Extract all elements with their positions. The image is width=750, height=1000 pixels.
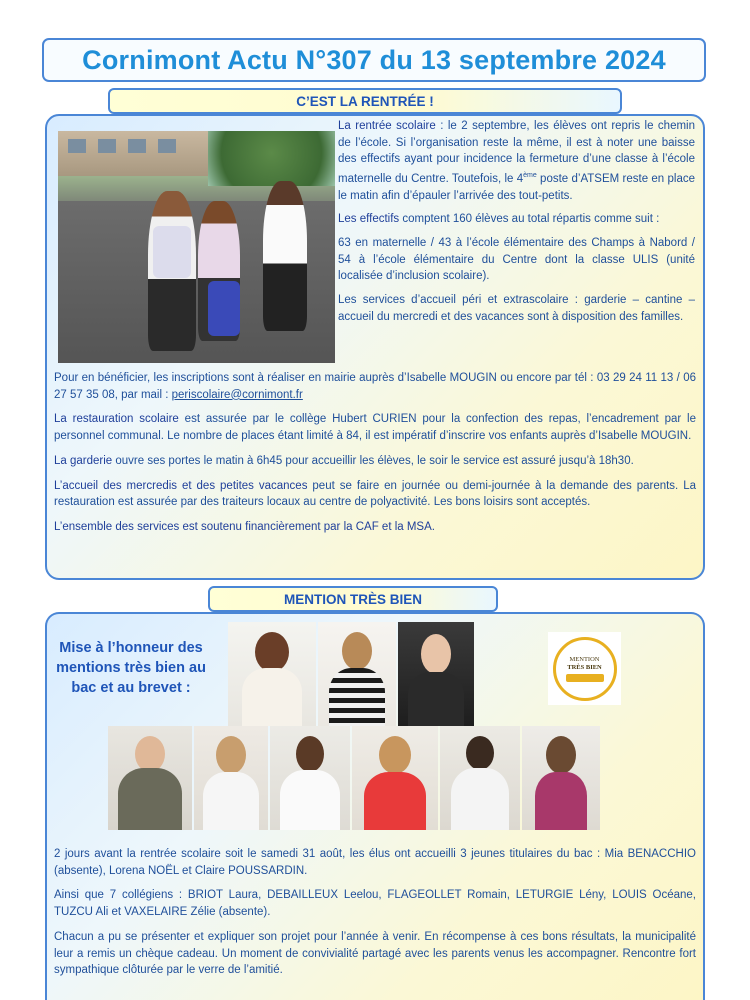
student-photo — [440, 726, 520, 830]
mention-tres-bien-medal — [548, 632, 621, 705]
photo-backpack — [153, 226, 191, 278]
photo-building — [58, 131, 208, 176]
honor-heading: Mise à l’honneur des mentions très bien au bac et au brevet : — [56, 640, 206, 696]
newsletter-title-box — [42, 38, 706, 82]
laurel-wreath-icon: MENTION TRÈS BIEN — [553, 637, 617, 701]
student-photo — [352, 726, 438, 830]
section-label-rentree: C’EST LA RENTRÉE ! — [108, 88, 622, 114]
paragraph-bac: 2 jours avant la rentrée scolaire soit le samedi 31 août, les élus ont accueilli 3 jeunes titulaires du bac : Mia BENACCHIO (absente), Lorena NOËL et Claire POUSSARDIN. — [54, 848, 696, 877]
paragraph-accueil: L’accueil des mercredis et des petites vacances peut se faire en journée ou demi-journée à la demande des parents. La restauration est assurée par des traiteurs locaux au centre de polyactivité. Les bons loisirs sont acceptés. — [54, 479, 696, 509]
paragraph-effectifs: Les effectifs comptent 160 élèves au total répartis comme suit : — [338, 213, 660, 226]
email-link[interactable]: periscolaire@cornimont.fr — [171, 388, 303, 401]
lead-effectifs: Les effectifs — [338, 213, 400, 226]
student-photo — [318, 622, 396, 726]
rentree-text-full — [54, 370, 696, 544]
student-photo — [522, 726, 600, 830]
lead-restauration: La restauration scolaire — [54, 413, 179, 426]
ribbon-icon — [566, 674, 604, 682]
paragraph-collegiens: Ainsi que 7 collégiens : BRIOT Laura, DEBAILLEUX Leelou, FLAGEOLLET Romain, LETURGIE Lény, LOUIS Océane, TUZCU Ali et VAXELAIRE Zélie (absente). — [54, 889, 696, 919]
school-yard-photo — [58, 131, 335, 363]
lead-garderie: La garderie — [54, 454, 113, 467]
photo-rolling-bag — [208, 281, 240, 336]
student-photo — [228, 622, 316, 726]
lead-accueil: L’accueil des mercredis et des petites vacances — [54, 479, 308, 492]
student-photo — [398, 622, 474, 726]
paragraph-inscriptions: Pour en bénéficier, les inscriptions sont à réaliser en mairie auprès d’Isabelle MOUGIN ou encore par tél : 03 29 24 11 13 / 06 27 57 35 08, par mail : periscolaire@cornimont.fr — [54, 372, 696, 401]
student-photo — [194, 726, 268, 830]
paragraph-rentree-scolaire: La rentrée scolaire : le 2 septembre, les élèves ont repris le chemin de l’école. Si l’organisation reste la même, il est à noter une baisse des effectifs ayant pour incidence la fermeture d’une classe à l’école maternelle du Centre. Toutefois, le 4ème poste d’ATSEM reste en place le matin afin d’épauler l’arrivée des tout-petits. — [338, 120, 695, 202]
paragraph-restauration: La restauration scolaire est assurée par le collège Hubert CURIEN pour la confection des repas, l’encadrement par le personnel communal. Le nombre de places étant limité à 84, il est impératif d’inscrire vos enfants auprès d’Isabelle MOUGIN. — [54, 413, 696, 443]
student-photo — [270, 726, 350, 830]
photo-child — [263, 181, 307, 331]
paragraph-garderie: La garderie ouvre ses portes le matin à 6h45 pour accueillir les élèves, le soir le service est assuré jusqu’à 18h30. — [54, 454, 634, 467]
newsletter-title: Cornimont Actu N°307 du 13 septembre 2024 — [82, 44, 666, 75]
mention-text — [54, 846, 696, 987]
photo-trees — [208, 131, 335, 186]
section-label-mention: MENTION TRÈS BIEN — [208, 586, 498, 612]
student-photo — [108, 726, 192, 830]
lead-rentree-scolaire: La rentrée scolaire — [338, 120, 436, 132]
paragraph-services: Les services d’accueil péri et extrascolaire : garderie – cantine – accueil du mercredi et des vacances sont à disposition des familles. — [338, 294, 695, 323]
paragraph-recompense: Chacun a pu se présenter et expliquer son projet pour l’année à venir. En récompense à ces bons résultats, la municipalité leur a remis un chèque cadeau. Un moment de convivialité partagé avec les parents venus les accompagner. Rencontre fort sympathique clôturée par le verre de l’amitié. — [54, 930, 696, 977]
rentree-text-column — [338, 118, 695, 333]
paragraph-financement: L’ensemble des services est soutenu financièrement par la CAF et la MSA. — [54, 520, 435, 533]
paragraph-repartition: 63 en maternelle / 43 à l’école élémentaire des Champs à Nabord / 54 à l’école élémentaire du Centre dont la classe ULIS (unité localisée d’inclusion scolaire). — [338, 237, 695, 283]
